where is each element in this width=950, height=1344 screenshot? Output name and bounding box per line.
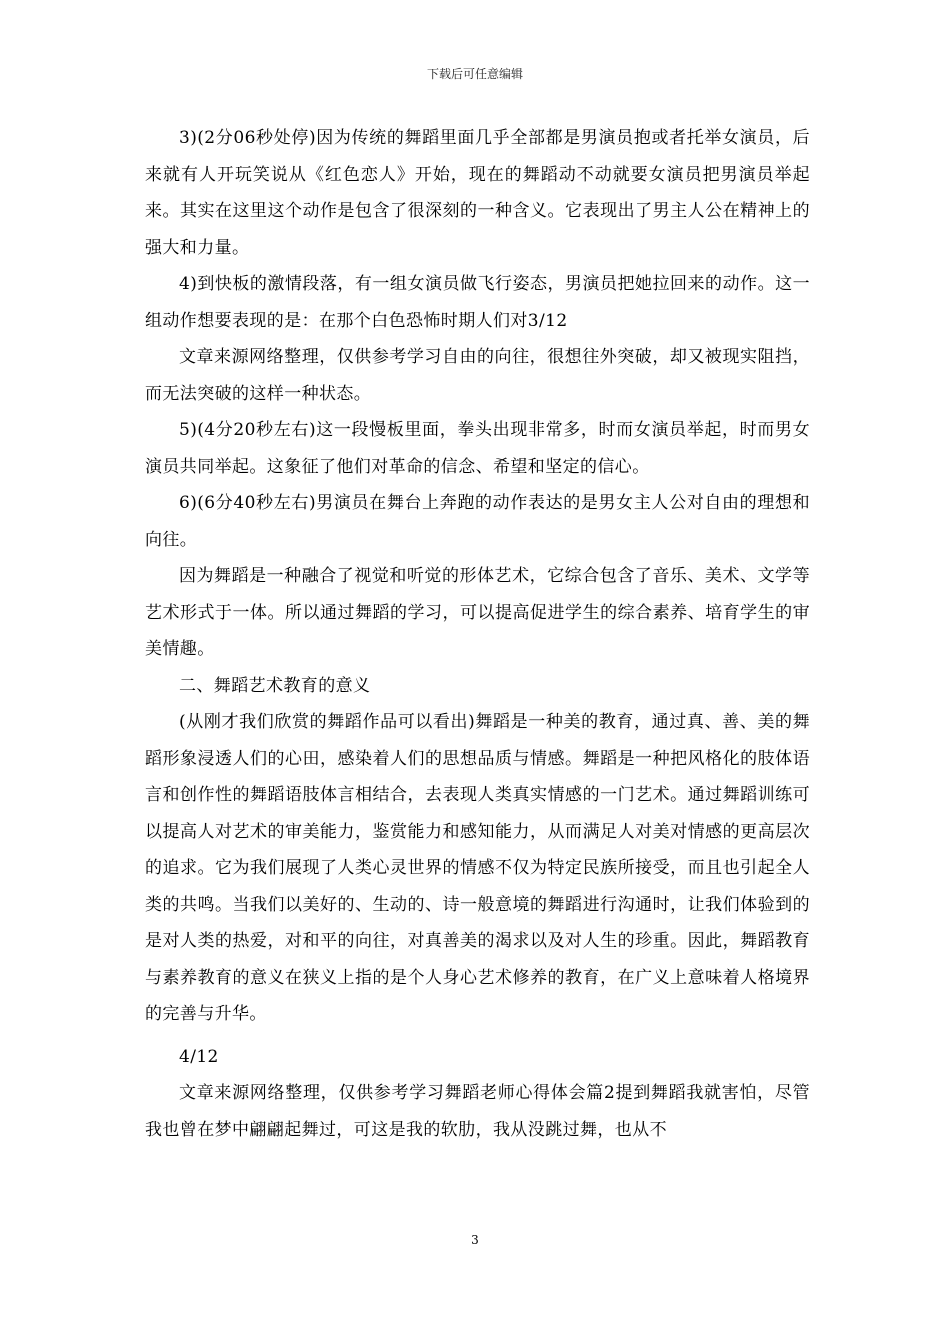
paragraph-1: 3)(2分06秒处停)因为传统的舞蹈里面几乎全部都是男演员抱或者托举女演员，后来就有人开玩笑说从《红色恋人》开始，现在的舞蹈动不动就要女演员把男演员举起来。其实在这里这个动作是包含了很深刻的一种含义。它表现出了男主人公在精神上的强大和力量。 <box>145 128 810 258</box>
paragraph-4: 5)(4分20秒左右)这一段慢板里面，拳头出现非常多，时而女演员举起，时而男女演员共同举起。这象征了他们对革命的信念、希望和坚定的信心。 <box>145 420 810 477</box>
paragraph-6: 因为舞蹈是一种融合了视觉和听觉的形体艺术，它综合包含了音乐、美术、文学等艺术形式于一体。所以通过舞蹈的学习，可以提高促进学生的综合素养、培育学生的审美情趣。 <box>145 566 810 659</box>
paragraph-7: (从刚才我们欣赏的舞蹈作品可以看出)舞蹈是一种美的教育，通过真、善、美的舞蹈形象浸透人们的心田，感染着人们的思想品质与情感。舞蹈是一种把风格化的肢体语言和创作性的舞蹈语肢体言相结合，去表现人类真实情感的一门艺术。通过舞蹈训练可以提高人对艺术的审美能力，鉴赏能力和感知能力，从而满足人对美对情感的更高层次的追求。它为我们展现了人类心灵世界的情感不仅为特定民族所接受，而且也引起全人类的共鸣。当我们以美好的、生动的、诗一般意境的舞蹈进行沟通时，让我们体验到的是对人类的热爱，对和平的向往，对真善美的渴求以及对人生的珍重。因此，舞蹈教育与素养教育的意义在狭义上指的是个人身心艺术修养的教育，在广义上意味着人格境界的完善与升华。 <box>145 712 810 1024</box>
paragraph-3: 文章来源网络整理，仅供参考学习自由的向往，很想往外突破，却又被现实阻挡，而无法突破的这样一种状态。 <box>145 347 810 404</box>
paragraph-8: 文章来源网络整理，仅供参考学习舞蹈老师心得体会篇2提到舞蹈我就害怕，尽管我也曾在梦中翩翩起舞过，可这是我的软肋，我从没跳过舞，也从不 <box>145 1083 810 1140</box>
section-heading: 二、舞蹈艺术教育的意义 <box>179 675 371 696</box>
paragraph-2: 4)到快板的激情段落，有一组女演员做飞行姿态，男演员把她拉回来的动作。这一组动作想要表现的是：在那个白色恐怖时期人们对3/12 <box>145 274 810 331</box>
page-number: 3 <box>471 1233 479 1247</box>
paragraph-5: 6)(6分40秒左右)男演员在舞台上奔跑的动作表达的是男女主人公对自由的理想和向往。 <box>145 493 810 550</box>
page-header: 下载后可任意编辑 <box>426 67 523 81</box>
inline-page-marker: 4/12 <box>179 1046 219 1067</box>
document-body <box>145 120 810 1148</box>
